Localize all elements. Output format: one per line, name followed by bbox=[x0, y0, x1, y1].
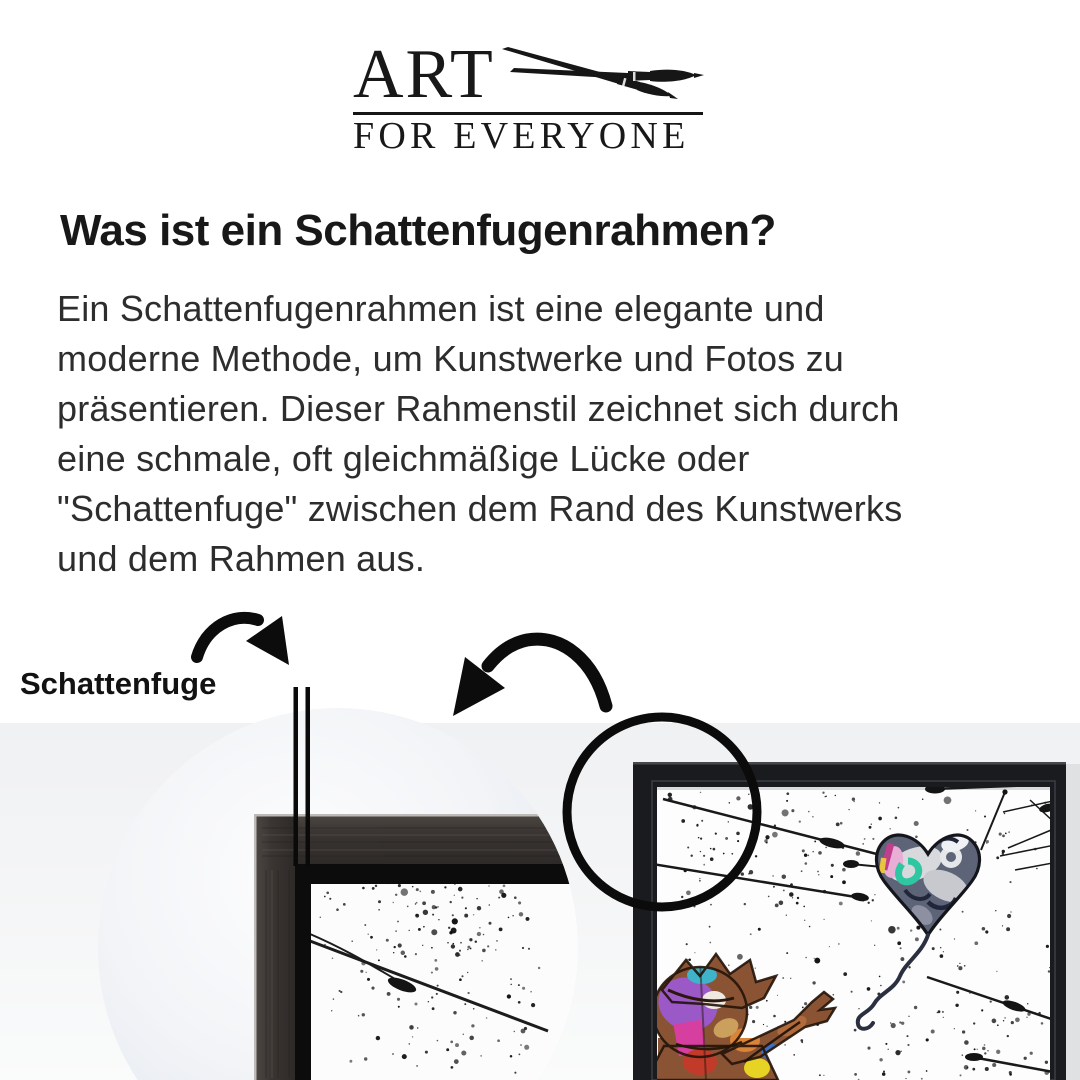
studio-background-band bbox=[0, 723, 1080, 1080]
paragraph-line: präsentieren. Dieser Rahmenstil zeichnet sich durch bbox=[57, 388, 900, 429]
logo-row bbox=[353, 36, 703, 113]
shadow-gap-label: Schattenfuge bbox=[20, 666, 217, 701]
curved-arrow-right bbox=[453, 639, 606, 716]
paragraph-line: moderne Methode, um Kunstwerke und Fotos zu bbox=[57, 338, 845, 379]
paragraph-line: und dem Rahmen aus. bbox=[57, 538, 426, 579]
paragraph-line: Ein Schattenfugenrahmen ist eine elegante und bbox=[57, 288, 825, 329]
paragraph-line: "Schattenfuge" zwischen dem Rand des Kunstwerks bbox=[57, 488, 903, 529]
paragraph-line: eine schmale, oft gleichmäßige Lücke oder bbox=[57, 438, 750, 479]
logo-subtitle: FOR EVERYONE bbox=[353, 115, 690, 157]
description-paragraph bbox=[57, 284, 1057, 584]
brand-logo bbox=[353, 36, 703, 157]
crossed-paintbrushes-icon bbox=[500, 46, 705, 104]
logo-title: ART bbox=[353, 36, 495, 113]
page-title: Was ist ein Schattenfugenrahmen? bbox=[60, 206, 776, 255]
curved-arrow-left bbox=[197, 616, 289, 665]
